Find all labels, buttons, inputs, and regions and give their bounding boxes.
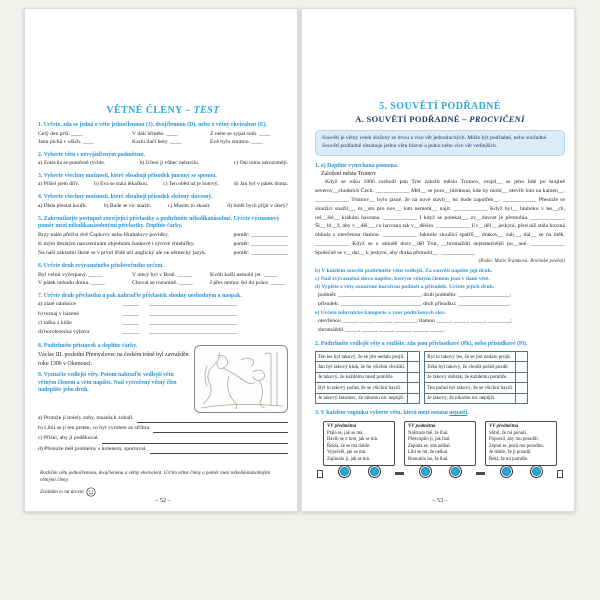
wagon-sentence: Řekl, že mi pomůže. (489, 456, 529, 462)
wagon-sentence: Bavili se o tom, jak se má. (327, 437, 378, 443)
wagon-coupler-icon (476, 472, 485, 475)
table-row (425, 352, 528, 362)
page-number-left: – 52 – (155, 497, 171, 504)
q2-prompt: 2. Podtrhněte vedlejší věty a rozlište, zda jsou přívlastkové (Pk), nebo přísudkové (Pí). (315, 340, 528, 347)
wagon-3-wheels (485, 465, 557, 478)
answer-cell (516, 372, 528, 382)
answer-cell (408, 372, 420, 382)
table-row (425, 383, 528, 393)
wagon-sentence: Rmoutilo ho, že lhal. (408, 456, 449, 462)
question-2 (315, 341, 565, 404)
q7-blank-short: ______ (122, 329, 140, 336)
story-title: Založení města Trutnov (321, 171, 377, 178)
q3-option: c) Ten oběd už je hotový. (163, 181, 219, 188)
q6-cell: Choval se rozumně. _____ (132, 280, 193, 287)
q1c-prompt: c) Nad zvýrazněná slova napište, kterým větným členem jsou v dané větě. (315, 275, 490, 282)
subtitle-em: PROCVIČENÍ (469, 114, 525, 124)
wagon-sentence: Zeptala se, zda nelhal. (408, 443, 451, 449)
q7-item: a) zlaté náušnice (38, 301, 76, 308)
q5-ratio-blank: poměr: _____________ (233, 240, 288, 247)
q9-row (38, 423, 288, 433)
q2-tables (315, 351, 565, 404)
answer-cell (516, 362, 528, 372)
q3-options (38, 180, 288, 189)
q1e-prompt: e) Určete mluvnické kategorie a vzor podtržených slov. (315, 310, 446, 317)
wagon-sentence: Překvapilo ji, jak lhal. (408, 437, 451, 443)
wagon-2-box (404, 421, 476, 466)
q7-row (38, 328, 288, 337)
q2-table-right (424, 351, 528, 404)
question-1 (38, 122, 288, 147)
sentence-cell: Jan byl takový kluk, že ho všichni chválili. (316, 362, 408, 372)
q7-blank-short: ______ (122, 301, 140, 308)
table-row (316, 352, 420, 362)
answer-cell (516, 383, 528, 393)
q1-cell: V dáli hřmělo. ____ (132, 130, 178, 137)
train-of-wagons (315, 421, 565, 478)
self-assessment-level (40, 487, 286, 497)
q4-option: a) Děda přestal kouřit. (38, 202, 88, 209)
q1-cell: Janu píchá v uších. ____ (38, 139, 95, 146)
q3-prompt-period: . (467, 409, 469, 416)
wheel-icon (530, 465, 543, 478)
wagon-2 (404, 421, 476, 478)
q6-row-2 (38, 279, 288, 288)
q1b-prompt: b) V každém souvětí podtrhněte větu vedlejší. Za souvětí napište její druh. (315, 267, 493, 274)
table-row (316, 372, 420, 382)
q1e-answer-line-1: otevřenou _____, _____, _____, ________; tlamou _____, _____, _____, ________; (318, 318, 512, 325)
q1d-prompt: d) Vypište z věty označené kurzivou podmět a přísudek. Určete jejich druh. (315, 283, 495, 290)
subtitle-main: A. SOUVĚTÍ PODŘADNÉ – (355, 114, 470, 124)
q7-row (38, 300, 288, 309)
illustration-vaclav-iii (194, 345, 288, 413)
left-footer (40, 470, 286, 497)
wagon-sentence: Řekla, že se má dobře. (327, 443, 371, 449)
answer-cell (516, 393, 528, 403)
wagon-sentence: Líbí se mi, že nelhal. (408, 450, 449, 456)
wagon-sentence: Poprosil, aby mu poradili. (489, 437, 539, 443)
table-row (316, 362, 420, 372)
sentence-cell: Je takový lakomec, že nikomu nic nepůjčí. (316, 393, 408, 403)
sentence-cell: Je takový, že každému hned pomůže. (316, 372, 408, 382)
q9-sentence: c) Přišel, aby jí poděkoval. (38, 435, 99, 442)
q1-row-2 (38, 138, 288, 147)
q1-cell: Evě bylo smutno. ____ (210, 139, 263, 146)
q4-options (38, 202, 288, 211)
answer-line (153, 427, 288, 433)
q8-prompt: 8. Podtrhněte přístavek a doplňte čárky. (38, 342, 138, 349)
q9-sentence: a) Protože ji bolely zuby, musela k zubaři. (38, 414, 134, 421)
q6-cell: I přes nemoc šel do práce. _____ (210, 280, 286, 287)
q5-prompt: 5. Zakroužkujte postupně rozvíjející přívlastky a podtrhněte několikanásobné. Určete významový poměr mezi několikanásobnými přívlastky. Doplňte čárky. (38, 215, 280, 230)
wagon-sentence: Zeptal se, jestli mu poradím. (489, 443, 544, 449)
q7-blank-short: ______ (122, 310, 140, 317)
q5-row (38, 231, 288, 240)
q7-item: d) horolezecká výbava (38, 329, 90, 336)
wheel-icon (338, 465, 351, 478)
wagon-sentence: Naštvalo mě, že lhal. (408, 430, 449, 436)
answer-cell (408, 383, 420, 393)
wagon-1-title: VV předmětná (327, 424, 357, 430)
wagon-1-wheels (323, 465, 395, 478)
wagon-2-wheels (404, 465, 476, 478)
q1-prompt: 1. Určete, zda se jedná o větu jednočlennou (J), dvojčlennou (D), nebo o větný ekvivalent (E). (38, 122, 267, 128)
train-buffer-icon (557, 470, 563, 478)
smiley-icon (86, 487, 96, 497)
sentence-cell: Byl to takový les, že se jím nedalo projít. (425, 352, 516, 362)
q6-cell: Kvůli kašli nemohl jet. _____ (210, 271, 278, 278)
questions-8-9 (38, 343, 288, 413)
question-1a (315, 163, 565, 264)
level-label: Zvládám to na úrovni (40, 489, 84, 495)
question-3 (38, 173, 288, 189)
question-6 (38, 263, 288, 288)
wheel-icon (500, 465, 513, 478)
left-title-em: TEST (193, 105, 220, 116)
q2-prompt: 2. Vyberte větu s nevyjádřeným podmětem. (38, 151, 146, 158)
q5-sentence: K mým desátým narozeninám objednám šunkové i sýrové chlebíčky. (38, 240, 195, 247)
q6-prompt: 6. Určete druh zvýrazněného příslovečného určení. (38, 263, 164, 270)
q9-sentence: b) Líbil se jí ten prsten, co byl vyroben ze stříbra. (38, 425, 151, 432)
wagon-2-title: VV podmětná (408, 424, 436, 430)
q3-option: a) Přišel jsem dřív. (38, 181, 80, 188)
q7-blank-short: ______ (122, 320, 140, 327)
q8-sentence: Václav III. poslední Přemyslovec na českém trůně byl zavražděn roku 1306 v Olomouci. (38, 352, 189, 367)
table-row (425, 393, 528, 403)
answer-cell (408, 393, 420, 403)
q1d-answer-line-2: přísudek: ____________________________, druh přísudku: __________________. (318, 301, 511, 308)
q1-cell: Z nebe se sypal sníh. ____ (210, 130, 271, 137)
q6-row-1 (38, 271, 288, 280)
wagon-sentence: Vyprávěl, jak se má. (327, 450, 367, 456)
sentence-cell: Je takový, že nikomu nic nepůjčí. (425, 393, 516, 403)
right-page-subtitle (315, 114, 565, 124)
q7-item: b) turnaj v házené (38, 310, 79, 317)
q9-row (38, 433, 288, 443)
q1d-answer-line-1: podmět: _____________________________, druh podmětu: __________________; (318, 291, 511, 298)
wagon-sentence: Slíbil, že mi poradí. (489, 430, 527, 436)
q7-blank-long: _______________________________ (149, 301, 238, 308)
q3-prompt-text: 3. V každém vagónku vyberte větu, která mezi ostatní (315, 409, 450, 416)
wagon-sentence: Zajímalo ji, jak se má. (327, 456, 370, 462)
q9-sentence: d) Přestože měl problémy s kolenem, sportoval. (38, 445, 147, 452)
table-row (316, 393, 420, 403)
q9-row (38, 413, 288, 423)
question-3 (315, 410, 565, 479)
q2-option: c) Oni tomu nerozumějí. (233, 160, 288, 167)
q3-prompt: 3. Vyberte všechny možnosti, které obsahují přísudek jmenný se sponou. (38, 172, 217, 179)
q7-prompt: 7. Určete druh přívlastku a pak nahraďte přívlastek shodný neshodným a naopak. (38, 292, 242, 299)
sentence-cell: Byl to takový pořad, že se všichni bavili. (316, 383, 408, 393)
answer-line (150, 448, 288, 454)
q5-sentence: Na naší základní škole se v první třídě učí anglický ale ne německý jazyk. (38, 249, 207, 256)
table-row (316, 383, 420, 393)
answer-line (137, 417, 288, 423)
question-4 (38, 194, 288, 210)
wagon-sentence: Ptala se, jak se má. (327, 430, 364, 436)
q1a-prompt: 1. a) Doplňte vynechaná písmena. (315, 162, 399, 169)
q1e-answer-line-2: shromáždil _____, _____, _____, _____, _____, _____. (318, 327, 446, 334)
q5-row (38, 240, 288, 249)
definition-box: Souvětí je větný celek složený ze dvou a více vět jednoduchých. Může být podřadné, nebo souřadné. Souvětí podřadné obsahuje jednu větu hlavní a jednu nebo více vět vedlejších. (315, 130, 565, 156)
question-2 (38, 152, 288, 168)
answer-cell (516, 352, 528, 362)
q5-ratio-blank: poměr: _____________ (233, 231, 288, 238)
story-text: Když se roku 1006 rozhodl pan Trut založit město Trutnov, rozjel__ se jeho lidé po krajině severov__chodních Čech. ____________ Měl__ se poro__hlédnout, kde by mohl__ otevřít lom na kamen__. ____________ Trutnov__ bylo jasné, že na nové stavb__ ho bude zapotřeb__. ____________ Přestože se sloužící snažil__, m__sto pro nov__ lom nemohl__ najít. ____________ Když byl__ hluboko v les__ch, usl__šel__ krákání havrana. ____________ I když se polekal__, zv__davost je přemohla. ____________ Šl__ bl__ž, aby v__děl__, co havrana tak v__děsilo. ____________ Uv__děl__ jeskyni, před níž stála hrozná obluda s otevřenou tlamou. ____________ Jakmile sloužící spatřil__ drakov__ zub__, dal__ se na útěk. ____________ Když se o obludě dozv__děl Trut, __hromáždil nejstatečnější po__ané. ____________ Společně se v__dal__ k jeskyni, aby draka přemohl__. ____________ (315, 179, 565, 256)
wheel-icon (419, 465, 432, 478)
question-7 (38, 293, 288, 338)
q3-option: b) Eva se stala lékařkou. (94, 181, 149, 188)
q6-cell: Byl velmi vyčerpaný. _____ (38, 271, 103, 278)
table-row (425, 362, 528, 372)
sentence-cell: Je takový dobrák, že každému pomůže. (425, 372, 516, 382)
q5-ratio-blank: poměr: _____________ (233, 249, 288, 256)
q7-blank-long: _______________________________ (149, 320, 238, 327)
question-1-subtasks (315, 267, 565, 336)
wagon-sentence: Je dobře, že jí poradil. (489, 450, 532, 456)
q3-prompt-underlined: nepatří (449, 409, 468, 416)
q7-row (38, 319, 288, 328)
page-right-53 (301, 8, 575, 512)
sketch-drawing-icon (195, 346, 287, 412)
wagon-3-title: VV předmětná (489, 424, 519, 430)
q3-option: d) Jan byl v pátek doma. (233, 181, 288, 188)
sentence-cell: Ten pořad byl takový, že se všichni bavili. (425, 383, 516, 393)
question-5 (38, 216, 288, 258)
q2-table-left (315, 351, 420, 404)
q7-row (38, 310, 288, 319)
q1-cell: Celý den prší. ____ (38, 130, 83, 137)
wagon-3-box (485, 421, 557, 466)
page-number-right: – 53 – (432, 497, 448, 504)
q2-option: a) Zotavila se poměrně rychle. (38, 160, 106, 167)
q1-row-1 (38, 130, 288, 139)
q7-blank-long: _______________________________ (149, 310, 238, 317)
q6-cell: V pátek nebudu doma. _____ (38, 280, 106, 287)
table-row (425, 372, 528, 382)
wheel-icon (368, 465, 381, 478)
left-title-main: VĚTNÉ ČLENY – (106, 105, 194, 116)
self-assessment-goal: Rozliším větu jednočlennou, dvojčlennou a větný ekvivalent. Určím větné členy a poměr mezi několikanásobnými větnými členy. (40, 470, 271, 484)
q9-row (38, 444, 288, 454)
wagon-3 (485, 421, 557, 478)
q1-cell: Karlu tlačí boty. ____ (132, 139, 182, 146)
q4-prompt: 4. Vyberte všechny možnosti, které obsahují přísudek složený slovesný. (38, 194, 213, 201)
q4-option: c) Musím to zkusit. (167, 202, 211, 209)
q2-option: b) Učení ji vůbec nebavilo. (139, 160, 200, 167)
answer-cell (408, 362, 420, 372)
left-page-title (38, 105, 288, 116)
wagon-1-box (323, 421, 395, 466)
q6-cell: V úterý byl v Brně. _____ (132, 271, 192, 278)
wagon-coupler-icon (395, 472, 404, 475)
question-9-items (38, 413, 288, 454)
q7-item: c) taška z kůže (38, 320, 72, 327)
sentence-cell: Jirka byl takový, že chodil pořád pozdě. (425, 362, 516, 372)
right-page-title: 5. SOUVĚTÍ PODŘADNÉ (379, 101, 501, 112)
q9-prompt: 9. Vyznačte vedlejší věty. Potom nahraďte vedlejší větu větným členem a větu napište. Nad vytvořený větný člen nadepište jeho druh. (38, 372, 177, 394)
q5-sentence: Brzy mám přečíst dvě Čapkovy nebo Hrabalovy povídky. (38, 231, 170, 238)
q3-prompt (315, 410, 565, 418)
wagon-1 (323, 421, 395, 478)
page-left-52 (24, 8, 298, 512)
q7-blank-long: _______________________________ (149, 329, 238, 336)
wheel-icon (449, 465, 462, 478)
q4-option: b) Bude se víc snažit. (103, 202, 152, 209)
q4-option: d) Směl bych přijít v úterý? (227, 202, 288, 209)
answer-cell (408, 352, 420, 362)
sentence-cell: Ten les byl takový, že se jím nedalo projít. (316, 352, 408, 362)
q5-row (38, 249, 288, 258)
story-source: (Podle: Marie Šrámková: Brněnské pověsti) (478, 258, 565, 264)
q2-options (38, 159, 288, 168)
